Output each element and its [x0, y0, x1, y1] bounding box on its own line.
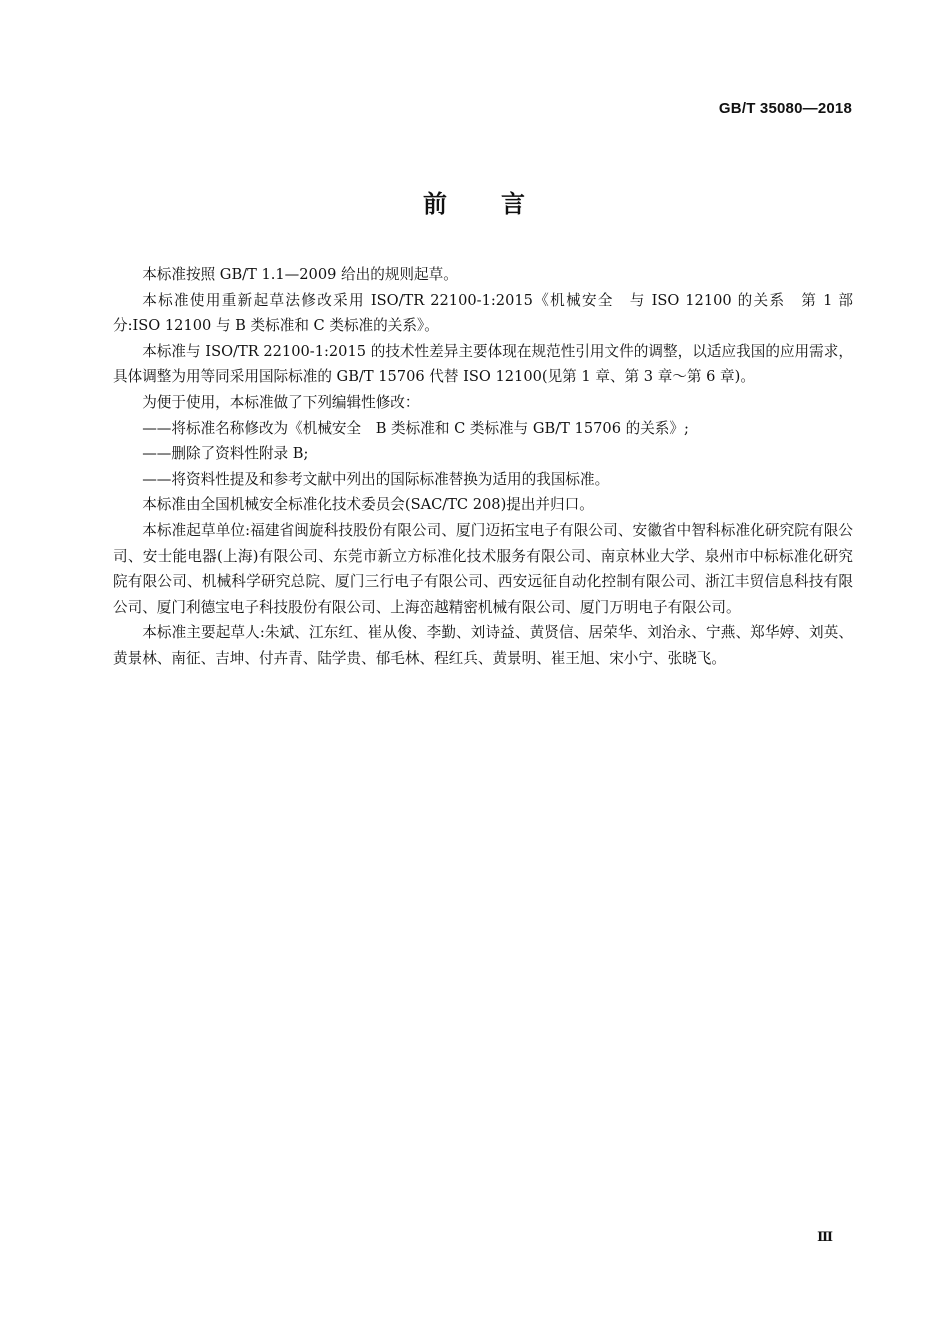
paragraph-drafting-units: 本标准起草单位:福建省闽旋科技股份有限公司、厦门迈拓宝电子有限公司、安徽省中智科标准化研究院有限公司、安士能电器(上海)有限公司、东莞市新立方标准化技术服务有限公司、南京林业大学、泉州市中标标准化研究院有限公司、机械科学研究总院、厦门三行电子有限公司、西安远征自动化控制有限公司、浙江丰贸信息科技有限公司、厦门利德宝电子科技股份有限公司、上海峦越精密机械有限公司、厦门万明电子有限公司。	[113, 521, 853, 616]
paragraph-proposer: 本标准由全国机械安全标准化技术委员会(SAC/TC 208)提出并归口。	[142, 496, 594, 514]
paragraph-editorial-intro: 为便于使用，本标准做了下列编辑性修改：	[142, 393, 420, 411]
paragraph-drafters: 本标准主要起草人:朱斌、江东红、崔从俊、李勤、刘诗益、黄贤信、居荣华、刘治永、宁燕、郑华婷、刘英、黄景林、南征、吉坤、付卉青、陆学贵、郁毛林、程红兵、黄景明、崔王旭、宋小宁、张晓飞。	[113, 624, 853, 667]
paragraph-drafting-rules: 本标准按照 GB/T 1.1—2009 给出的规则起草。	[142, 266, 458, 283]
paragraph-adoption: 本标准使用重新起草法修改采用 ISO/TR 22100-1:2015《机械安全 与 ISO 12100 的关系 第 1 部分:ISO 12100 与 B 类标准和 C 类标准的关系》。	[113, 291, 853, 335]
title-char-2: 言	[501, 190, 527, 218]
foreword-body	[113, 262, 853, 672]
page-title	[0, 184, 950, 219]
title-char-1: 前	[423, 190, 449, 218]
list-item-edit-2: ——删除了资料性附录 B;	[142, 445, 309, 463]
page-number: Ⅲ	[817, 1230, 833, 1245]
document-code: GB/T 35080—2018	[718, 100, 852, 117]
list-item-edit-1: ——将标准名称修改为《机械安全 B 类标准和 C 类标准与 GB/T 15706 的关系》;	[142, 419, 689, 437]
list-item-edit-3: ——将资料性提及和参考文献中列出的国际标准替换为适用的我国标准。	[142, 470, 610, 488]
paragraph-technical-differences: 本标准与 ISO/TR 22100-1:2015 的技术性差异主要体现在规范性引用文件的调整，以适应我国的应用需求，具体调整为用等同采用国际标准的 GB/T 15706 代替 ISO 12100(见第 1 章、第 3 章～第 6 章)。	[113, 342, 853, 386]
